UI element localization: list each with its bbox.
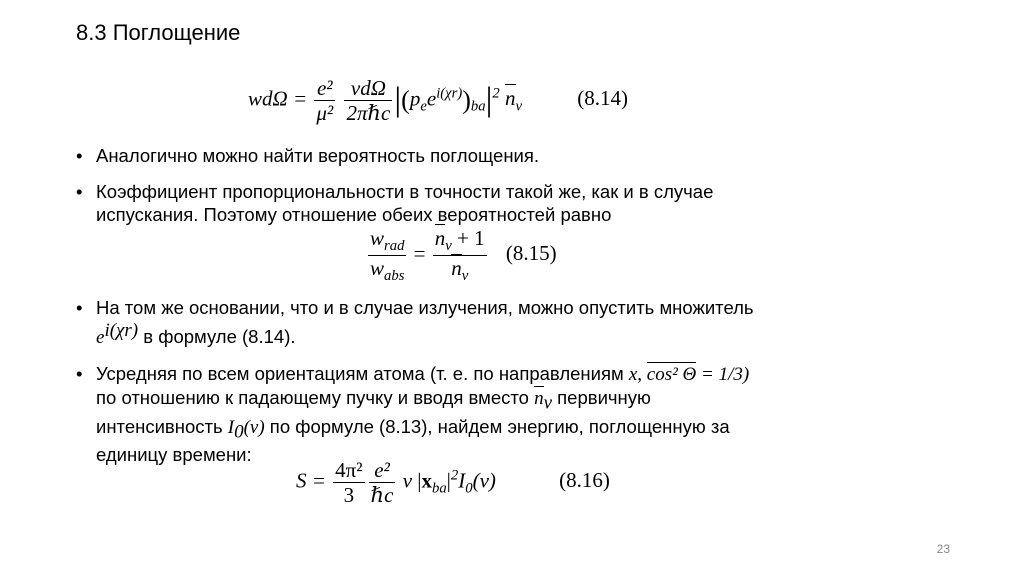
equation-number-8-15: (8.15) [505, 241, 557, 266]
bullet-dot: • [76, 145, 83, 166]
bullet-dot: • [76, 363, 83, 384]
equation-number-8-16: (8.16) [559, 468, 610, 493]
bullet-3: • На том же основании, что и в случае излучения, можно опустить множитель $e^{i(\chi r)}$ в формуле (8.14). [76, 297, 754, 349]
fraction-e2-hc: $\frac{\text{e²}}{\text{ℏc}}$ [370, 458, 394, 508]
fraction-n-ratio: $\frac{n_\nu + 1}{n_\nu}$ [434, 226, 485, 285]
page-number: 23 [936, 542, 950, 556]
equation-8-15: $\frac{w_{rad}}{w_{abs}}$ = $\frac{n_\nu + 1}{n_\nu}$ (8.15) [370, 226, 557, 285]
abs-bar-right: | [485, 81, 493, 119]
equation-number-8-14: (8.14) [577, 86, 629, 111]
equation-8-14: wdΩ = $\frac{\text{e²}}{\text{μ²}}$ $\frac{\text{νdΩ}}{\text{2πℏc}}$ $|(p_ee^{i(\chi r)})_{ba}|^2$ $n_\nu$ (8.14) [248, 76, 629, 126]
eq-lhs: wdΩ = [248, 86, 308, 111]
slide-title: 8.3 Поглощение [76, 20, 241, 45]
bullet-1: • Аналогично можно найти вероятность поглощения. [76, 145, 540, 166]
fraction-vdomega: $\frac{\text{νdΩ}}{\text{2πℏc}}$ [346, 76, 391, 126]
equation-8-16: S = $\frac{\text{4π²}}{3}$ $\frac{\text{e²}}{\text{ℏc}}$ ν $|x_{ba}|^2I_0(\nu)$ (8.16) [296, 458, 610, 508]
bullet-dot: • [76, 297, 83, 318]
fraction-4pi2-3: $\frac{\text{4π²}}{3}$ [335, 458, 363, 508]
bullet-2: • Коэффициент пропорциональности в точности такой же, как и в случае испускания. Поэтому отношение обеих вероятностей равно [76, 181, 714, 225]
fraction-w-ratio: $\frac{w_{rad}}{w_{abs}}$ [370, 226, 405, 285]
bullet-4: • Усредняя по всем ориентациям атома (т. е. по направлениям x, cos² Θ = 1/3) по отношению к падающему пучку и вводя вместо $n_\nu$ первичную интенсивность $I_0(\nu)$ по формуле (8.13), найдем энергию, поглощенную за единицу времени: [76, 363, 750, 466]
bullet-dot: • [76, 181, 83, 202]
n-bar: n [505, 86, 516, 111]
abs-bar-left: | [394, 81, 402, 119]
eq-lhs: S = [296, 468, 326, 493]
fraction-e2-mu2: $\frac{\text{e²}}{\text{μ²}}$ [316, 76, 334, 126]
